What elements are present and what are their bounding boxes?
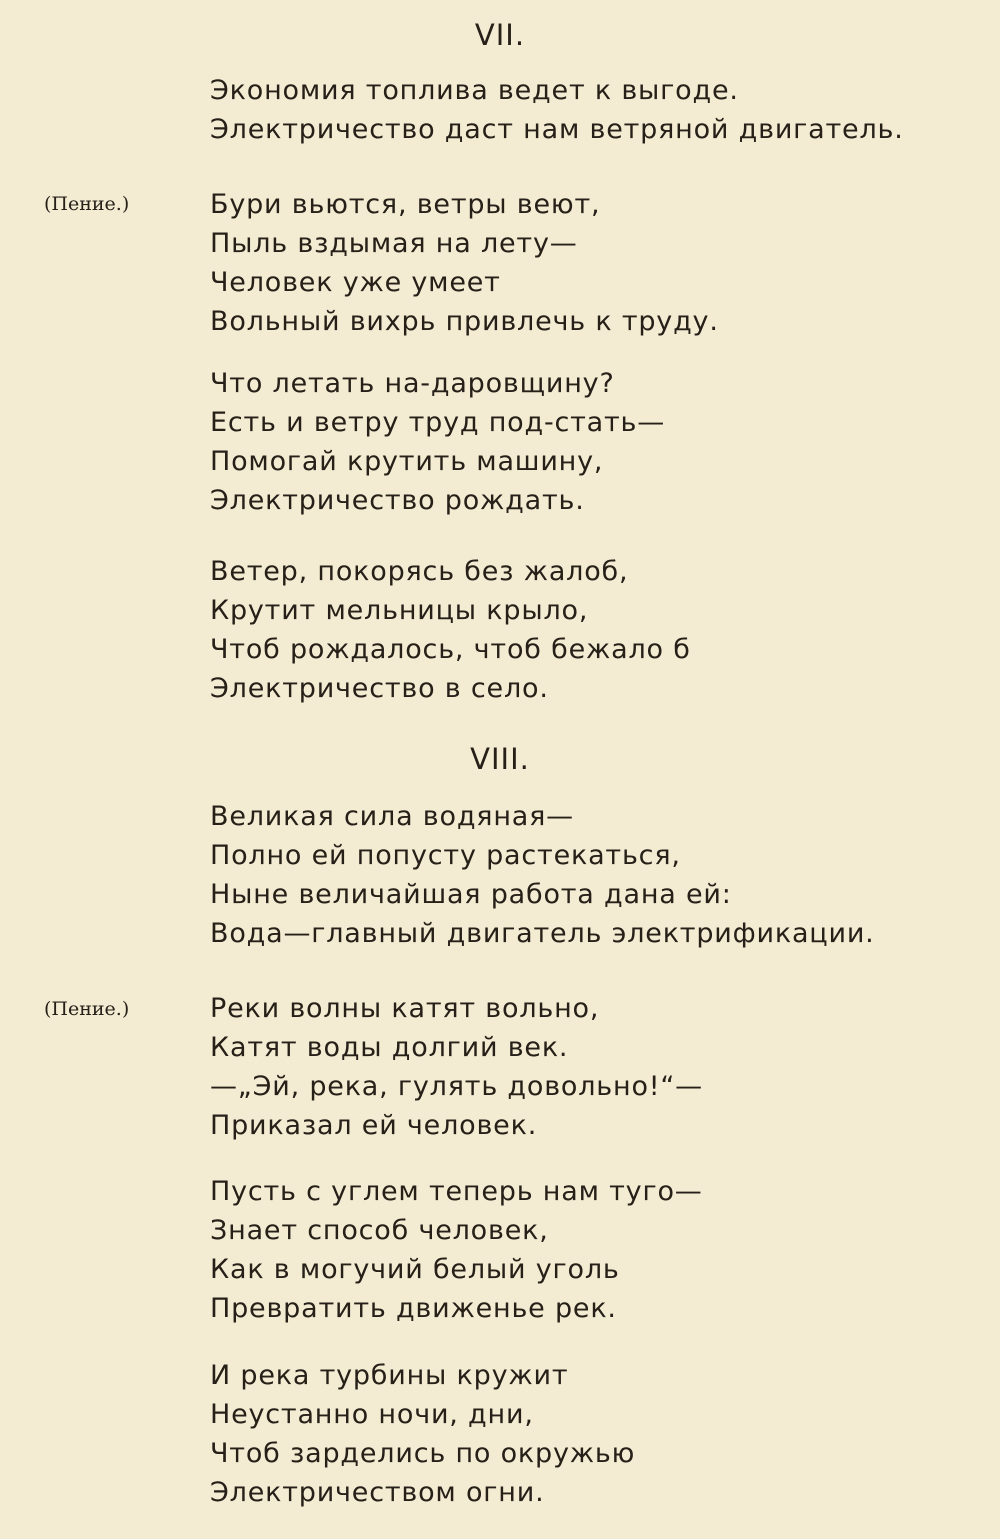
verse-line: Чтоб зарделись по окружью (210, 1438, 636, 1469)
verse-line: Экономия топлива ведет к выгоде. (210, 75, 739, 106)
verse-line: Великая сила водяная— (210, 801, 574, 832)
stanza (210, 1172, 703, 1328)
verse-line: Крутит мельницы крыло, (210, 595, 589, 626)
verse-line: Есть и ветру труд под-стать— (210, 407, 666, 438)
stanza (210, 71, 904, 149)
section-heading-vii: VII. (474, 18, 526, 52)
section-heading-viii: VIII. (470, 742, 530, 776)
verse-line: Катят воды долгий век. (210, 1032, 569, 1063)
stanza (210, 1356, 635, 1512)
verse-line: Пыль вздымая на лету— (210, 228, 578, 259)
verse-line: Ветер, покорясь без жалоб, (210, 556, 629, 587)
verse-line: Электричеством огни. (210, 1477, 545, 1508)
verse-line: Превратить движенье рек. (210, 1293, 617, 1324)
verse-line: Бури вьются, ветры веют, (210, 189, 601, 220)
verse-line: Неустанно ночи, дни, (210, 1399, 534, 1430)
stanza (210, 185, 719, 341)
stanza (210, 552, 691, 708)
verse-line: Чтоб рождалось, чтоб бежало б (210, 634, 691, 665)
verse-line: Знает способ человек, (210, 1215, 549, 1246)
stanza (210, 364, 665, 520)
verse-line: Полно ей попусту растекаться, (210, 840, 681, 871)
verse-line: Как в могучий белый уголь (210, 1254, 620, 1285)
verse-line: Ныне величайшая работа дана ей: (210, 879, 732, 910)
verse-line: Пусть с углем теперь нам туго— (210, 1176, 703, 1207)
stage-direction: (Пение.) (44, 193, 130, 215)
verse-line: И река турбины кружит (210, 1360, 569, 1391)
verse-line: Электричество даст нам ветряной двигатель. (210, 114, 904, 145)
verse-line: Реки волны катят вольно, (210, 993, 600, 1024)
verse-line: Вольный вихрь привлечь к труду. (210, 306, 719, 337)
verse-line: Вода—главный двигатель электрификации. (210, 918, 875, 949)
verse-line: —„Эй, река, гулять довольно!“— (210, 1071, 703, 1102)
stanza (210, 797, 875, 953)
verse-line: Человек уже умеет (210, 267, 501, 298)
verse-line: Что летать на-даровщину? (210, 368, 615, 399)
verse-line: Помогай крутить машину, (210, 446, 604, 477)
verse-line: Приказал ей человек. (210, 1110, 538, 1141)
verse-line: Электричество рождать. (210, 485, 585, 516)
stanza (210, 989, 703, 1145)
verse-line: Электричество в село. (210, 673, 549, 704)
stage-direction: (Пение.) (44, 998, 130, 1020)
